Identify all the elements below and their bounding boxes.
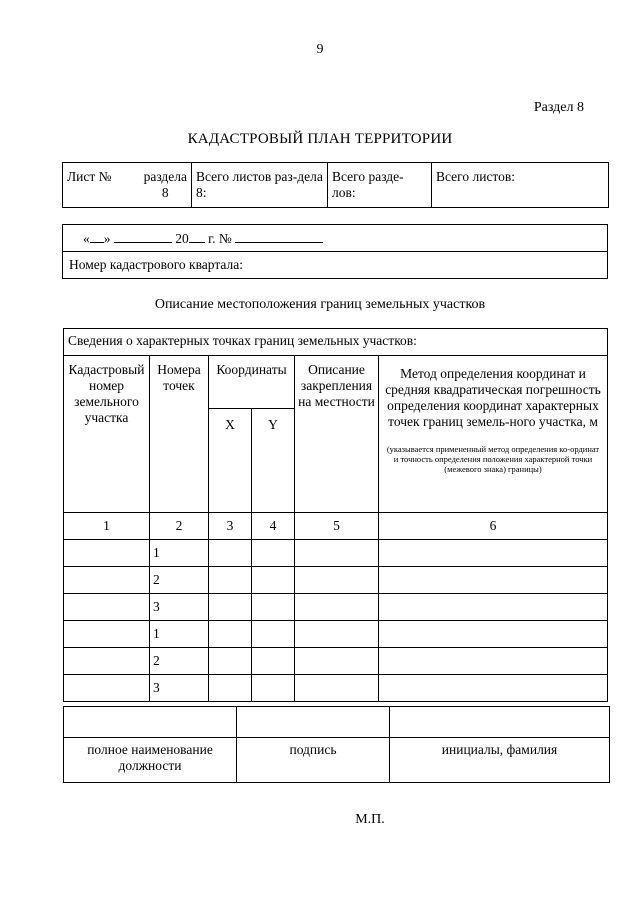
subtitle: Описание местоположения границ земельных участков — [154, 297, 486, 312]
date-line — [63, 225, 608, 252]
method-note: (указывается примененный метод определения ко-ординат и точность определения положения характерной точки (межевого знака) границы) — [386, 444, 600, 474]
col-number: 2 — [150, 513, 209, 540]
total-sections-cell: Всего разде-лов: — [328, 163, 432, 208]
name-blank — [390, 707, 610, 738]
cell-x — [209, 567, 252, 594]
col-header-method — [379, 356, 608, 513]
cell-method — [379, 540, 608, 567]
col-number: 5 — [295, 513, 379, 540]
col-number: 1 — [64, 513, 150, 540]
cell-x — [209, 648, 252, 675]
cell-method — [379, 621, 608, 648]
cell-x — [209, 621, 252, 648]
cell-point: 2 — [150, 648, 209, 675]
col-header-points: Номера точек — [150, 356, 209, 513]
table-row — [64, 621, 608, 648]
number-label: г. № — [208, 230, 232, 246]
cell-fixing — [295, 540, 379, 567]
cell-point: 1 — [150, 621, 209, 648]
signature-table — [63, 706, 610, 783]
cell-cadastral — [64, 621, 150, 648]
table-row — [64, 567, 608, 594]
year-blank — [189, 230, 205, 243]
cell-cadastral — [64, 675, 150, 702]
table-row — [64, 540, 608, 567]
close-quote: » — [103, 230, 111, 246]
cell-cadastral — [64, 594, 150, 621]
cell-fixing — [295, 594, 379, 621]
section-of-label: раздела — [143, 169, 187, 184]
stamp-place: М.П. — [355, 812, 385, 827]
cell-fixing — [295, 648, 379, 675]
page-number: 9 — [316, 42, 324, 57]
col-number: 3 — [209, 513, 252, 540]
quarter-label: Номер кадастрового квартала: — [63, 252, 608, 279]
cell-point: 1 — [150, 540, 209, 567]
number-blank — [235, 230, 323, 243]
col-header-cadastral: Кадастровый номер земельного участка — [64, 356, 150, 513]
table-caption: Сведения о характерных точках границ земельных участков: — [64, 329, 608, 356]
sheet-header-table — [62, 162, 609, 208]
sheet-no-label: Лист № — [67, 169, 112, 184]
cell-x — [209, 675, 252, 702]
cell-cadastral — [64, 540, 150, 567]
total-sheets-section-cell: Всего листов раз-дела 8: — [192, 163, 328, 208]
cell-fixing — [295, 567, 379, 594]
col-header-coords: Координаты — [209, 356, 295, 409]
cell-y — [252, 675, 295, 702]
year-prefix: 20 — [175, 230, 189, 246]
document-title: КАДАСТРОВЫЙ ПЛАН ТЕРРИТОРИИ — [187, 131, 453, 147]
open-quote: « — [83, 230, 90, 246]
table-row — [64, 594, 608, 621]
cell-method — [379, 594, 608, 621]
total-sheets-cell: Всего листов: — [432, 163, 609, 208]
cell-y — [252, 594, 295, 621]
sheet-cell — [63, 163, 192, 208]
name-label: инициалы, фамилия — [390, 738, 610, 783]
cell-point: 3 — [150, 675, 209, 702]
table-row — [64, 648, 608, 675]
table-row — [64, 675, 608, 702]
col-header-y: Y — [252, 409, 295, 513]
signature-label: подпись — [237, 738, 390, 783]
signature-blank — [237, 707, 390, 738]
cell-cadastral — [64, 567, 150, 594]
method-text: Метод определения координат и средняя квадратическая погрешность определения координат характерных точек границ земель-ного участка, м — [385, 366, 601, 429]
month-blank — [114, 230, 172, 243]
cell-y — [252, 648, 295, 675]
cell-y — [252, 540, 295, 567]
position-blank — [64, 707, 237, 738]
points-table — [63, 328, 608, 702]
cell-cadastral — [64, 648, 150, 675]
col-header-fixing: Описание закрепления на местности — [295, 356, 379, 513]
col-header-x: X — [209, 409, 252, 513]
section-num: 8 — [161, 185, 169, 200]
col-number: 6 — [379, 513, 608, 540]
cell-method — [379, 648, 608, 675]
position-label: полное наименование должности — [64, 738, 237, 783]
cell-y — [252, 567, 295, 594]
day-blank — [90, 230, 104, 243]
date-quarter-table — [62, 224, 608, 279]
section-label: Раздел 8 — [533, 100, 584, 115]
cell-point: 2 — [150, 567, 209, 594]
cell-method — [379, 567, 608, 594]
cell-y — [252, 621, 295, 648]
cell-fixing — [295, 675, 379, 702]
cell-method — [379, 675, 608, 702]
cell-x — [209, 594, 252, 621]
cell-fixing — [295, 621, 379, 648]
cell-x — [209, 540, 252, 567]
col-number: 4 — [252, 513, 295, 540]
cell-point: 3 — [150, 594, 209, 621]
